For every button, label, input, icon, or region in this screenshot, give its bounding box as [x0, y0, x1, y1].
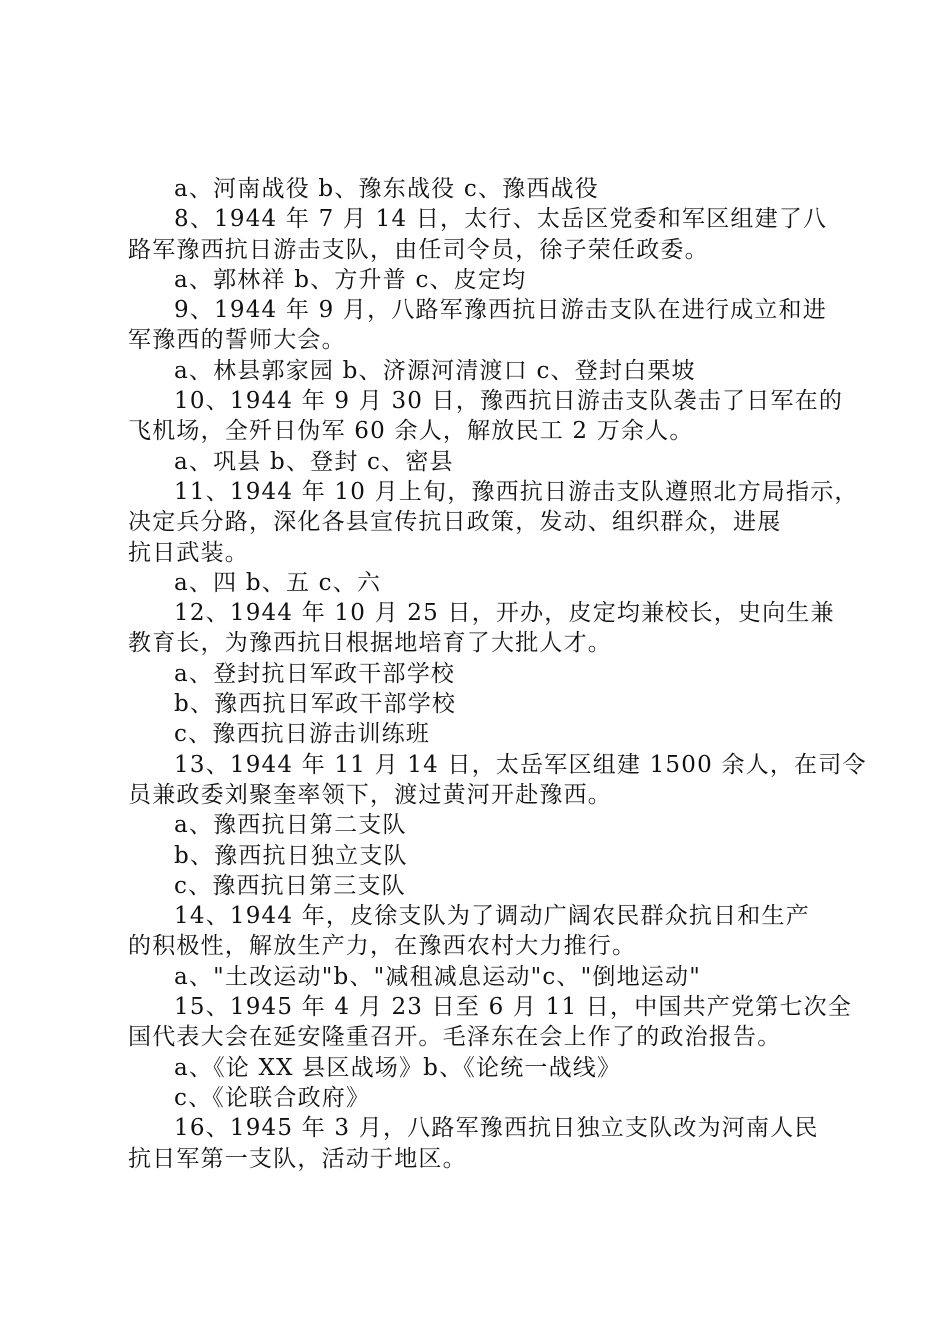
text-line: 抗日武装。 [128, 539, 249, 566]
text-line: 15、1945 年 4 月 23 日至 6 月 11 日，中国共产党第七次全 [174, 994, 852, 1021]
text-line: 9、1944 年 9 月，八路军豫西抗日游击支队在进行成立和进 [174, 297, 827, 324]
text-line: 国代表大会在延安隆重召开。毛泽东在会上作了的政治报告。 [128, 1024, 782, 1051]
text-line: a、四 b、五 c、六 [174, 569, 382, 596]
text-line: 10、1944 年 9 月 30 日，豫西抗日游击支队袭击了日军在的 [174, 388, 844, 415]
text-line: a、登封抗日军政干部学校 [174, 660, 456, 687]
document-body [128, 174, 867, 1174]
text-line: 14、1944 年，皮徐支队为了调动广阔农民群众抗日和生产 [174, 903, 810, 930]
text-line: c、豫西抗日游击训练班 [174, 721, 431, 748]
text-line: 员兼政委刘聚奎率领下，渡过黄河开赴豫西。 [128, 781, 612, 808]
text-line: a、"土改运动"b、"减租减息运动"c、"倒地运动" [174, 963, 701, 990]
text-line: 决定兵分路，深化各县宣传抗日政策，发动、组织群众，进展 [128, 509, 782, 536]
text-line: a、豫西抗日第二支队 [174, 812, 407, 839]
text-line: 的积极性，解放生产力，在豫西农村大力推行。 [128, 933, 637, 960]
text-line: 11、1944 年 10 月上旬，豫西抗日游击支队遵照北方局指示， [174, 478, 859, 505]
text-line: b、豫西抗日独立支队 [174, 842, 408, 869]
text-line: a、河南战役 b、豫东战役 c、豫西战役 [174, 176, 599, 202]
text-line: 教育长，为豫西抗日根据地培育了大批人才。 [128, 630, 612, 657]
text-line: b、豫西抗日军政干部学校 [174, 691, 457, 718]
text-line: 16、1945 年 3 月，八路军豫西抗日独立支队改为河南人民 [174, 1115, 819, 1142]
text-line: a、林县郭家园 b、济源河清渡口 c、登封白栗坡 [174, 357, 696, 384]
text-line: 军豫西的誓师大会。 [128, 327, 346, 354]
text-line: c、豫西抗日第三支队 [174, 872, 406, 899]
text-line: 抗日军第一支队，活动于地区。 [128, 1145, 467, 1172]
text-line: 13、1944 年 11 月 14 日，太岳军区组建 1500 余人，在司令 [174, 751, 867, 778]
text-line: 路军豫西抗日游击支队，由任司令员，徐子荣任政委。 [128, 236, 709, 263]
text-line: a、《论 XX 县区战场》b、《论统一战线》 [174, 1054, 622, 1081]
text-line: 8、1944 年 7 月 14 日，太行、太岳区党委和军区组建了八 [174, 206, 828, 233]
text-line: c、《论联合政府》 [174, 1084, 371, 1111]
text-line: a、郭林祥 b、方升普 c、皮定均 [174, 266, 527, 293]
text-line: 12、1944 年 10 月 25 日，开办，皮定均兼校长，史向生兼 [174, 600, 835, 627]
text-line: 飞机场，全歼日伪军 60 余人，解放民工 2 万余人。 [128, 418, 694, 445]
text-line: a、巩县 b、登封 c、密县 [174, 448, 454, 475]
